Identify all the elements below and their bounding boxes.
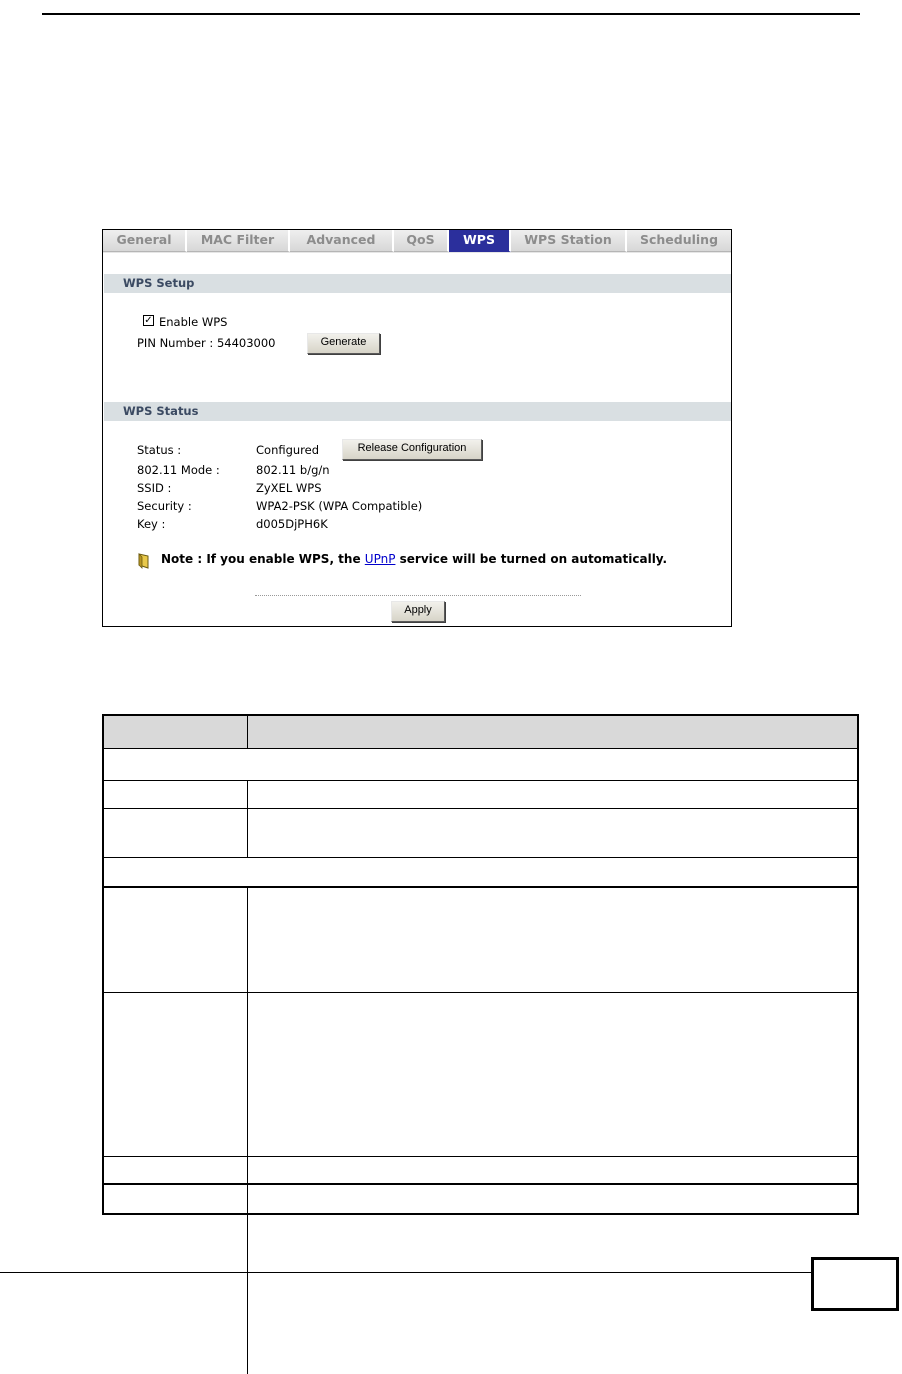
column-divider <box>247 781 248 858</box>
ssid-label: SSID : <box>137 481 172 495</box>
wps-config-screen <box>102 229 732 627</box>
release-configuration-button[interactable]: Release Configuration <box>342 439 482 460</box>
upnp-link[interactable]: UPnP <box>364 552 396 566</box>
divider <box>255 595 581 596</box>
security-label: Security : <box>137 499 192 513</box>
note-icon <box>137 553 151 569</box>
table-rule <box>104 780 857 781</box>
key-label: Key : <box>137 517 166 531</box>
note-text <box>161 552 667 566</box>
table-rule <box>104 886 857 888</box>
note-after: service will be turned on automatically. <box>395 552 668 566</box>
column-divider <box>247 716 248 749</box>
table-rule <box>104 808 857 809</box>
tab-bar <box>103 230 731 253</box>
field-description-table <box>102 714 859 1215</box>
enable-wps-checkbox[interactable]: ✓ <box>144 315 153 326</box>
status-value: Configured <box>256 443 320 457</box>
status-label: Status : <box>137 443 182 457</box>
mode-value: 802.11 b/g/n <box>256 463 330 477</box>
wps-status-header: WPS Status <box>104 402 731 421</box>
tab-wps-station[interactable]: WPS Station <box>511 230 627 252</box>
enable-wps-label: Enable WPS <box>159 315 228 329</box>
column-divider <box>247 888 248 1374</box>
tab-advanced[interactable]: Advanced <box>290 230 394 252</box>
tab-qos[interactable]: QoS <box>394 230 449 252</box>
mode-label: 802.11 Mode : <box>137 463 220 477</box>
table-rule <box>104 1156 857 1157</box>
tab-wps[interactable]: WPS <box>449 230 511 252</box>
key-value: d005DjPH6K <box>256 517 328 531</box>
table-rule <box>104 1183 857 1185</box>
note-before: Note : If you enable WPS, the <box>161 552 365 566</box>
apply-button[interactable]: Apply <box>391 601 445 622</box>
table-rule <box>104 857 857 858</box>
table-rule <box>104 992 857 993</box>
ssid-value: ZyXEL WPS <box>256 481 322 495</box>
tab-general[interactable]: General <box>103 230 187 252</box>
footer-rule <box>0 1272 812 1273</box>
pin-number: PIN Number : 54403000 <box>137 336 276 350</box>
page-number-box <box>811 1257 899 1311</box>
header-rule <box>42 13 860 15</box>
security-value: WPA2-PSK (WPA Compatible) <box>256 499 423 513</box>
tab-mac-filter[interactable]: MAC Filter <box>187 230 290 252</box>
tab-scheduling[interactable]: Scheduling <box>627 230 731 252</box>
generate-button[interactable]: Generate <box>307 333 380 354</box>
table-header-row <box>104 716 857 749</box>
wps-setup-header: WPS Setup <box>104 274 731 293</box>
